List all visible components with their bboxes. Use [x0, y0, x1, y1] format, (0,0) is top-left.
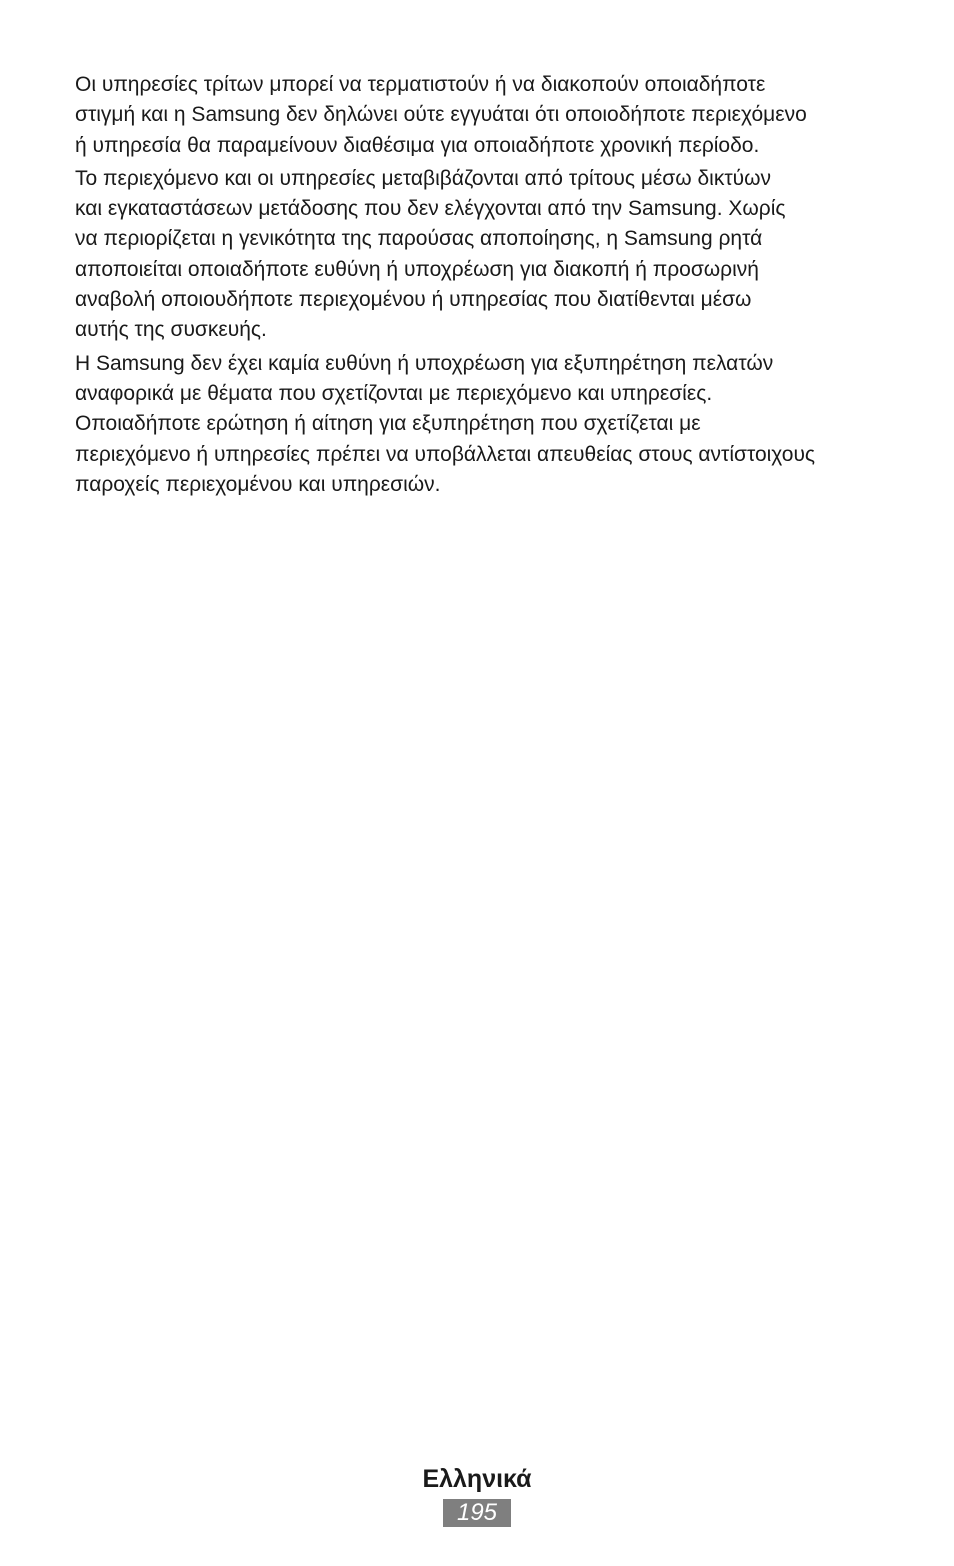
text-line: Το περιεχόμενο και οι υπηρεσίες μεταβιβάζονται από τρίτους μέσω δικτύων [75, 166, 772, 190]
text-line: αναβολή οποιουδήποτε περιεχομένου ή υπηρεσίας που διατίθενται μέσω [75, 288, 752, 312]
text-line: Οποιαδήποτε ερώτηση ή αίτηση για εξυπηρέτηση που σχετίζεται με [75, 412, 701, 436]
text-line: αυτής της συσκευής. [75, 318, 267, 342]
page-footer [0, 1462, 954, 1527]
text-line: ή υπηρεσία θα παραμείνουν διαθέσιμα για οποιαδήποτε χρονική περίοδο. [75, 133, 760, 157]
language-label: Ελληνικά [422, 1465, 532, 1493]
text-line: να περιορίζεται η γενικότητα της παρούσας αποποίησης, η Samsung ρητά [75, 227, 763, 251]
text-line: Οι υπηρεσίες τρίτων μπορεί να τερματιστούν ή να διακοπούν οποιαδήποτε [75, 73, 766, 96]
text-line: αποποιείται οποιαδήποτε ευθύνη ή υποχρέωση για διακοπή ή προσωρινή [75, 257, 759, 281]
text-line: και εγκαταστάσεων μετάδοσης που δεν ελέγχονται από την Samsung. Χωρίς [75, 197, 786, 221]
text-line: στιγμή και η Samsung δεν δηλώνει ούτε εγγυάται ότι οποιοδήποτε περιεχόμενο [75, 103, 807, 127]
text-line: παροχείς περιεχομένου και υπηρεσιών. [75, 472, 441, 496]
text-line: περιεχόμενο ή υπηρεσίες πρέπει να υποβάλλεται απευθείας στους αντίστοιχους [75, 442, 816, 466]
text-line: αναφορικά με θέματα που σχετίζονται με περιεχόμενο και υπηρεσίες. [75, 381, 713, 405]
paragraph-customer-service [75, 349, 895, 500]
paragraph-content-transmission [75, 164, 895, 346]
paragraph-third-party-services [75, 70, 895, 161]
text-line: Η Samsung δεν έχει καμία ευθύνη ή υποχρέωση για εξυπηρέτηση πελατών [75, 351, 774, 375]
document-body [75, 70, 895, 500]
page-number-badge: 195 [443, 1499, 511, 1527]
